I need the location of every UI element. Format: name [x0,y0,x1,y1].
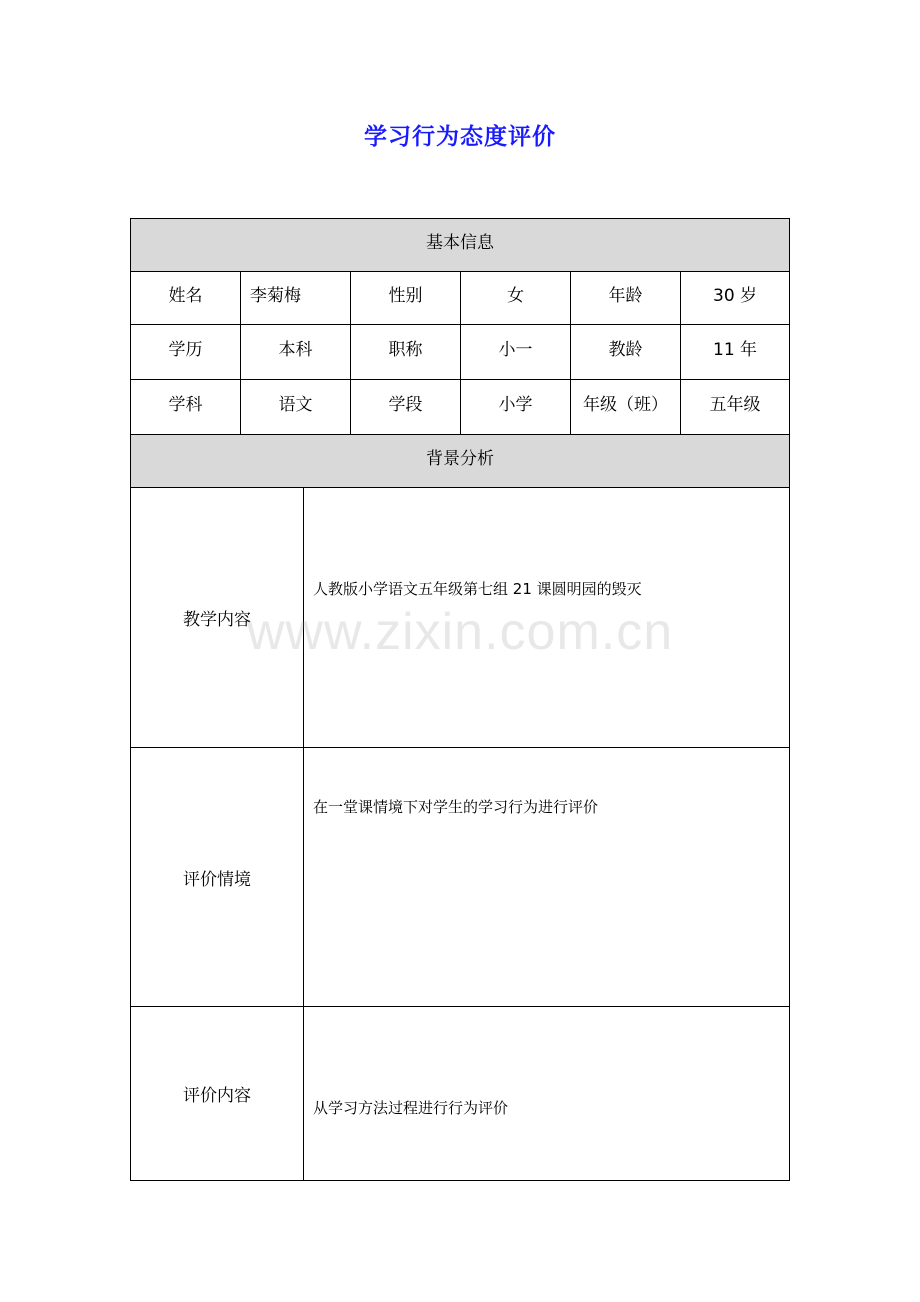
label-grade-class: 年级（班） [571,380,681,435]
text-evaluation-content: 从学习方法过程进行行为评价 [313,1099,509,1117]
value-name: 李菊梅 [241,272,351,325]
section-title-basic-info: 基本信息 [131,219,790,272]
label-subject: 学科 [131,380,241,435]
value-subject: 语文 [241,380,351,435]
section-header-basic-info [131,219,790,272]
info-row-2 [131,325,790,380]
info-row-1 [131,272,790,325]
value-grade-class: 五年级 [681,380,790,435]
label-name: 姓名 [131,272,241,325]
label-evaluation-content: 评价内容 [131,1007,304,1181]
page-title: 学习行为态度评价 [364,124,556,150]
row-evaluation-context [131,748,790,1007]
label-teaching-years: 教龄 [571,325,681,380]
label-teaching-content: 教学内容 [131,488,304,748]
row-teaching-content [131,488,790,748]
evaluation-table [130,218,790,1181]
cell-teaching-content [304,488,790,748]
cell-evaluation-content [304,1007,790,1181]
value-title: 小一 [461,325,571,380]
section-header-background [131,435,790,488]
row-evaluation-content [131,1007,790,1181]
value-education: 本科 [241,325,351,380]
value-school-stage: 小学 [461,380,571,435]
value-teaching-years: 11 年 [681,325,790,380]
label-education: 学历 [131,325,241,380]
text-teaching-content: 人教版小学语文五年级第七组 21 课圆明园的毁灭 [313,580,642,598]
text-evaluation-context: 在一堂课情境下对学生的学习行为进行评价 [313,798,599,816]
watermark: www.zixin.com.cn [246,603,674,661]
label-gender: 性别 [351,272,461,325]
label-evaluation-context: 评价情境 [131,748,304,1007]
value-age: 30 岁 [681,272,790,325]
section-title-background: 背景分析 [131,435,790,488]
label-age: 年龄 [571,272,681,325]
cell-evaluation-context [304,748,790,1007]
label-school-stage: 学段 [351,380,461,435]
info-row-3 [131,380,790,435]
label-title: 职称 [351,325,461,380]
value-gender: 女 [461,272,571,325]
